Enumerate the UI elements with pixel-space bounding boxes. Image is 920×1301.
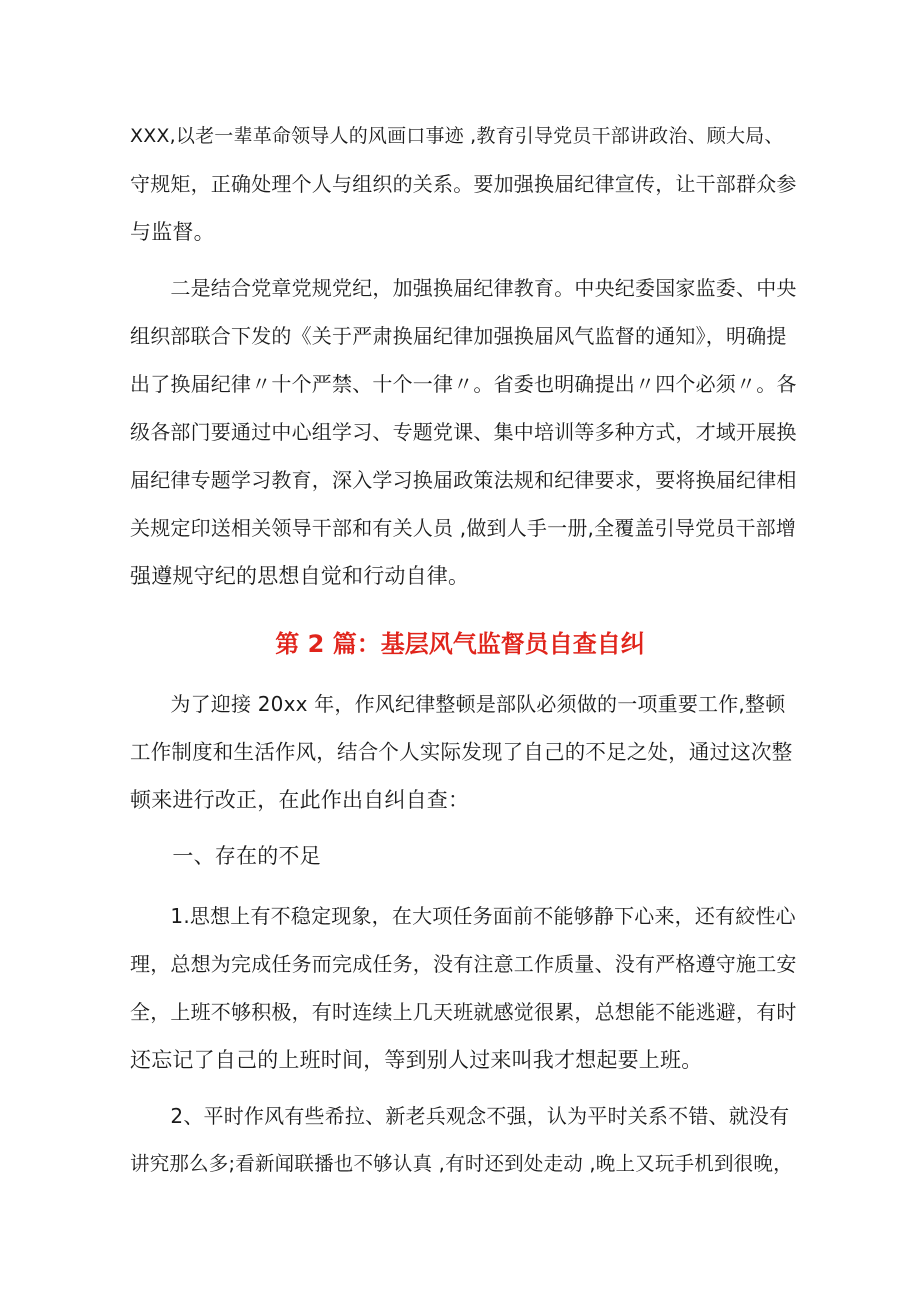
text-line: 讲究那么多;看新闻联播也不够认真 ,有时还到处走动 ,晚上又玩手机到很晚，	[130, 1152, 793, 1175]
text-line: 一、存在的不足	[130, 844, 321, 868]
text-line: 出了换届纪律〃十个严禁、十个一律〃。省委也明确提出〃四个必须〃。各	[130, 372, 797, 396]
text-line: 强遵规守纪的思想自觉和行动自律。	[130, 564, 470, 588]
text-line: 工作制度和生活作风，结合个人实际发现了自己的不足之处，通过这次整	[130, 740, 793, 764]
text-line: 关规定印送相关领导干部和有关人员 ,做到人手一册,全覆盖引导党员干部增	[130, 516, 797, 540]
text-line: 全，上班不够积极，有时连续上几天班就感觉很累，总想能不能逃避，有时	[130, 1000, 797, 1024]
text-line: 还忘记了自己的上班时间，等到别人过来叫我才想起要上班。	[130, 1048, 703, 1072]
paragraph	[130, 1092, 800, 1188]
text-line: 组织部联合下发的《关于严肃换届纪律加强换届风气监督的通知》，明确提	[130, 324, 787, 348]
paragraph	[130, 112, 800, 256]
paragraph	[130, 680, 800, 824]
text-line: XXX,以老一辈革命领导人的风画口事迹 ,教育引导党员干部讲政治、顾大局、	[130, 125, 784, 147]
text-line: 与监督。	[130, 220, 215, 244]
text-line: 2、平时作风有些希拉、新老兵观念不强，认为平时关系不错、就没有	[130, 1104, 790, 1128]
text-line: 级各部门要通过中心组学习、专题党课、集中培训等多种方式，才域开展换	[130, 420, 797, 444]
text-line: 顿来进行改正，在此作出自纠自查：	[130, 788, 470, 812]
section-heading: 第 2 篇：基层风气监督员自查自纠	[275, 630, 645, 658]
text-line: 二是结合党章党规党纪，加强换届纪律教育。中央纪委国家监委、中央	[130, 276, 797, 300]
text-line: 守规矩，正确处理个人与组织的关系。要加强换届纪律宣传，让干部群众参	[130, 172, 797, 196]
text-line: 1.思想上有不稳定现象，在大项任务面前不能够静下心来，还有絞性心	[130, 904, 796, 928]
text-line: 为了迎接 20xx 年，作风纪律整顿是部队必须做的一项重要工作,整顿	[130, 692, 786, 716]
text-line: 理，总想为完成任务而完成任务，没有注意工作质量、没有严格遵守施工安	[130, 952, 797, 976]
paragraph	[130, 892, 800, 1084]
text-line: 届纪律专题学习教育，深入学习换届政策法规和纪律要求，要将换届纪律相	[130, 468, 797, 492]
paragraph	[130, 264, 800, 600]
paragraph	[130, 832, 800, 880]
